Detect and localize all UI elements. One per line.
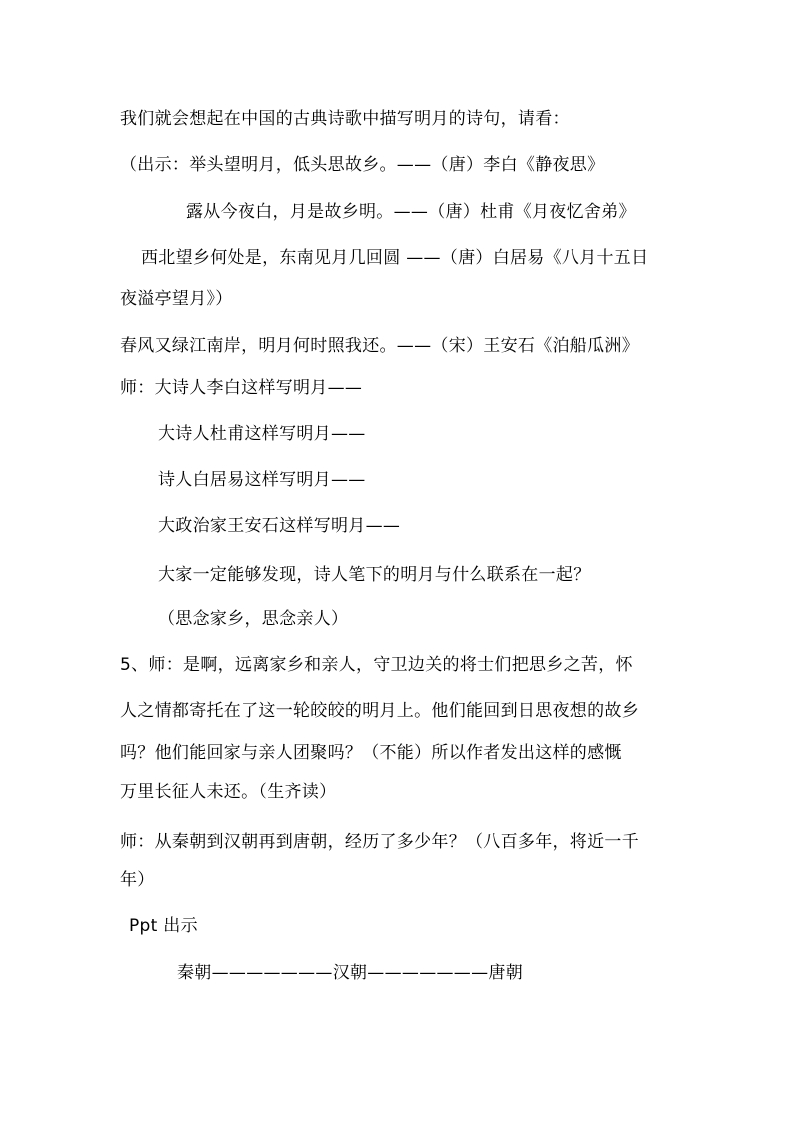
text-line-history-question: 师：从秦朝到汉朝再到唐朝，经历了多少年？（八百多年，将近一千 bbox=[120, 832, 639, 852]
text-line-para5-4: 万里长征人未还。（生齐读） bbox=[120, 782, 337, 802]
text-line-teacher-wang-anshi: 大政治家王安石这样写明月—— bbox=[158, 516, 401, 536]
text-line-ppt-label: Ppt 出示 bbox=[129, 916, 198, 936]
text-line-poem-du-fu: 露从今夜白，月是故乡明。——（唐）杜甫《月夜忆舍弟》 bbox=[186, 202, 636, 222]
text-line-intro: 我们就会想起在中国的古典诗歌中描写明月的诗句，请看： bbox=[120, 109, 570, 129]
text-line-para5-1: 5、师：是啊，远离家乡和亲人，守卫边关的将士们把思乡之苦，怀 bbox=[120, 655, 633, 675]
text-line-history-question-cont: 年） bbox=[120, 870, 155, 890]
text-line-poem-bai-juyi-cont: 夜溢亭望月》） bbox=[120, 289, 233, 309]
text-line-teacher-du-fu: 大诗人杜甫这样写明月—— bbox=[158, 424, 366, 444]
text-line-dynasty-timeline: 秦朝———————汉朝———————唐朝 bbox=[177, 963, 523, 983]
text-line-teacher-bai-juyi: 诗人白居易这样写明月—— bbox=[158, 470, 366, 490]
text-line-para5-3: 吗？他们能回家与亲人团聚吗？（不能）所以作者发出这样的感慨 bbox=[120, 743, 622, 763]
text-line-poem-bai-juyi: 西北望乡何处是，东南见月几回圆 ——（唐）白居易《八月十五日 bbox=[141, 248, 649, 268]
text-line-teacher-li-bai: 师：大诗人李白这样写明月—— bbox=[120, 378, 363, 398]
text-line-question: 大家一定能够发现，诗人笔下的明月与什么联系在一起？ bbox=[158, 565, 591, 585]
text-line-para5-2: 人之情都寄托在了这一轮皎皎的明月上。他们能回到日思夜想的故乡 bbox=[120, 701, 639, 721]
text-line-answer: （思念家乡，思念亲人） bbox=[158, 609, 349, 629]
text-line-poem-wang-anshi: 春风又绿江南岸，明月何时照我还。——（宋）王安石《泊船瓜洲》 bbox=[120, 336, 639, 356]
text-line-poem-li-bai: （出示：举头望明月，低头思故乡。——（唐）李白《静夜思》 bbox=[120, 155, 605, 175]
